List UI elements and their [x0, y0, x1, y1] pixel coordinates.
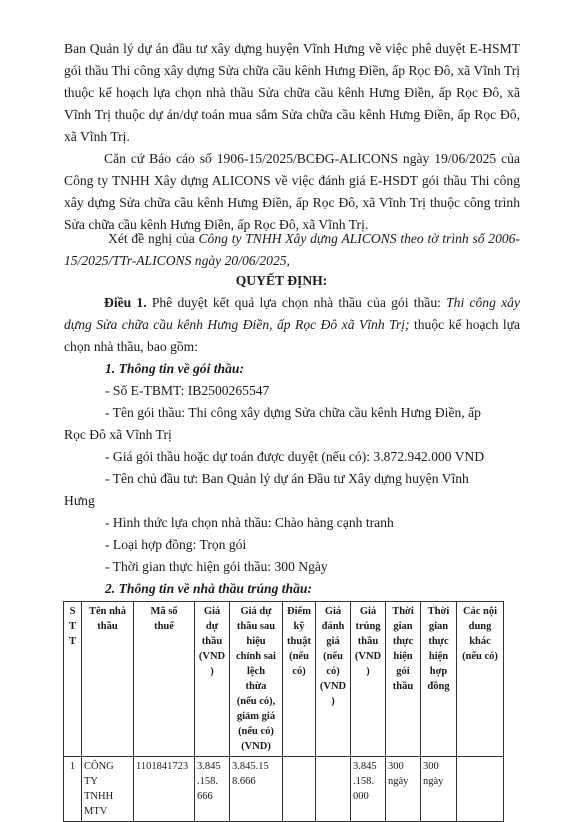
header-package-duration: Thời gian thực hiện gói thầu [386, 602, 421, 757]
package-name-line-1: - Tên gói thầu: Thi công xây dựng Sửa chữa cầu kênh Hưng Điền, ấp [105, 405, 481, 420]
section-2-heading: 2. Thông tin về nhà thầu trúng thầu: [105, 581, 312, 596]
intro-paragraph-3: Xét đề nghị của Công ty TNHH Xây dựng ALICONS theo tờ trình số 2006-15/2025/TTr-ALICONS ngày 20/06/2025, [64, 231, 520, 268]
owner-line-2: Hưng [64, 493, 95, 508]
cell-contractor-name: CÔNG TY TNHH MTV [82, 757, 134, 822]
header-tax-code: Mã số thuế [134, 602, 195, 757]
header-other-content: Các nội dung khác (nếu có) [457, 602, 504, 757]
package-price: - Giá gói thầu hoặc dự toán được duyệt (nếu có): 3.872.942.000 VND [105, 449, 485, 464]
header-contractor-name: Tên nhà thầu [82, 602, 134, 757]
intro-paragraph-2: Căn cứ Báo cáo số 1906-15/2025/BCĐG-ALICONS ngày 19/06/2025 của Công ty TNHH Xây dựng ALICONS về việc đánh giá E-HSDT gói thầu Thi công xây dựng Sửa chữa cầu kênh Hưng Điền, ấp Rọc Đô, xã Vĩnh Trị thuộc công trình Sửa chữa cầu kênh Hưng Điền, ấp Rọc Đô, xã Vĩnh Trị. [64, 151, 520, 232]
cell-tax-code: 1101841723 [134, 757, 195, 822]
header-bid-price: Giá dự thầu (VND ) [195, 602, 230, 757]
cell-evaluated-price [316, 757, 351, 822]
tbmt-number: - Số E-TBMT: IB2500265547 [105, 383, 270, 398]
contract-type: - Loại hợp đồng: Trọn gói [105, 537, 247, 552]
table-row [64, 757, 504, 822]
award-table [63, 601, 504, 822]
award-table-header-row [64, 602, 504, 757]
cell-adjusted-price: 3.845.15 8.666 [230, 757, 283, 822]
header-contract-duration: Thời gian thực hiện hợp đồng [421, 602, 457, 757]
cell-technical-score [283, 757, 316, 822]
article-1: Điều 1. Phê duyệt kết quả lựa chọn nhà thầu của gói thầu: Thi công xây dựng Sửa chữa cầu kênh Hưng Điền, ấp Rọc Đô xã Vĩnh Trị; thuộc kế hoạch lựa chọn nhà thầu, bao gồm: [64, 295, 521, 354]
owner-line-1: - Tên chủ đầu tư: Ban Quản lý dự án Đầu tư Xây dựng huyện Vĩnh [105, 471, 469, 486]
cell-bid-price: 3.845 .158. 666 [195, 757, 230, 822]
header-stt: S T T [64, 602, 82, 757]
cell-other-content [457, 757, 504, 822]
cell-contract-duration: 300 ngày [421, 757, 457, 822]
cell-winning-price: 3.845 .158. 000 [351, 757, 386, 822]
decision-title: QUYẾT ĐỊNH: [235, 273, 328, 288]
package-name-line-2: Rọc Đô xã Vĩnh Trị [64, 427, 172, 442]
section-1-heading: 1. Thông tin về gói thầu: [105, 361, 244, 376]
selection-method: - Hình thức lựa chọn nhà thầu: Chào hàng cạnh tranh [105, 515, 394, 530]
cell-stt: 1 [64, 757, 82, 822]
header-winning-price: Giá trúng thầu (VND ) [351, 602, 386, 757]
package-duration: - Thời gian thực hiện gói thầu: 300 Ngày [105, 559, 328, 574]
header-technical-score: Điểm kỹ thuật (nếu có) [283, 602, 316, 757]
intro-paragraph-1: Ban Quản lý dự án đầu tư xây dựng huyện Vĩnh Hưng về việc phê duyệt E-HSMT gói thầu Thi công xây dựng Sửa chữa cầu kênh Hưng Điền, ấp Rọc Đô, xã Vĩnh Trị thuộc kế hoạch lựa chọn nhà thầu Sửa chữa cầu kênh Hưng Điền, ấp Rọc Đô, xã Vĩnh Trị thuộc dự án/dự toán mua sắm Sửa chữa cầu kênh Hưng Điền, ấp Rọc Đô, xã Vĩnh Trị. [64, 41, 520, 144]
cell-package-duration: 300 ngày [386, 757, 421, 822]
header-adjusted-price: Giá dự thầu sau hiệu chỉnh sai lệch thừa (nếu có), giảm giá (nếu có) (VND) [230, 602, 283, 757]
header-evaluated-price: Giá đánh giá (nếu có) (VND ) [316, 602, 351, 757]
